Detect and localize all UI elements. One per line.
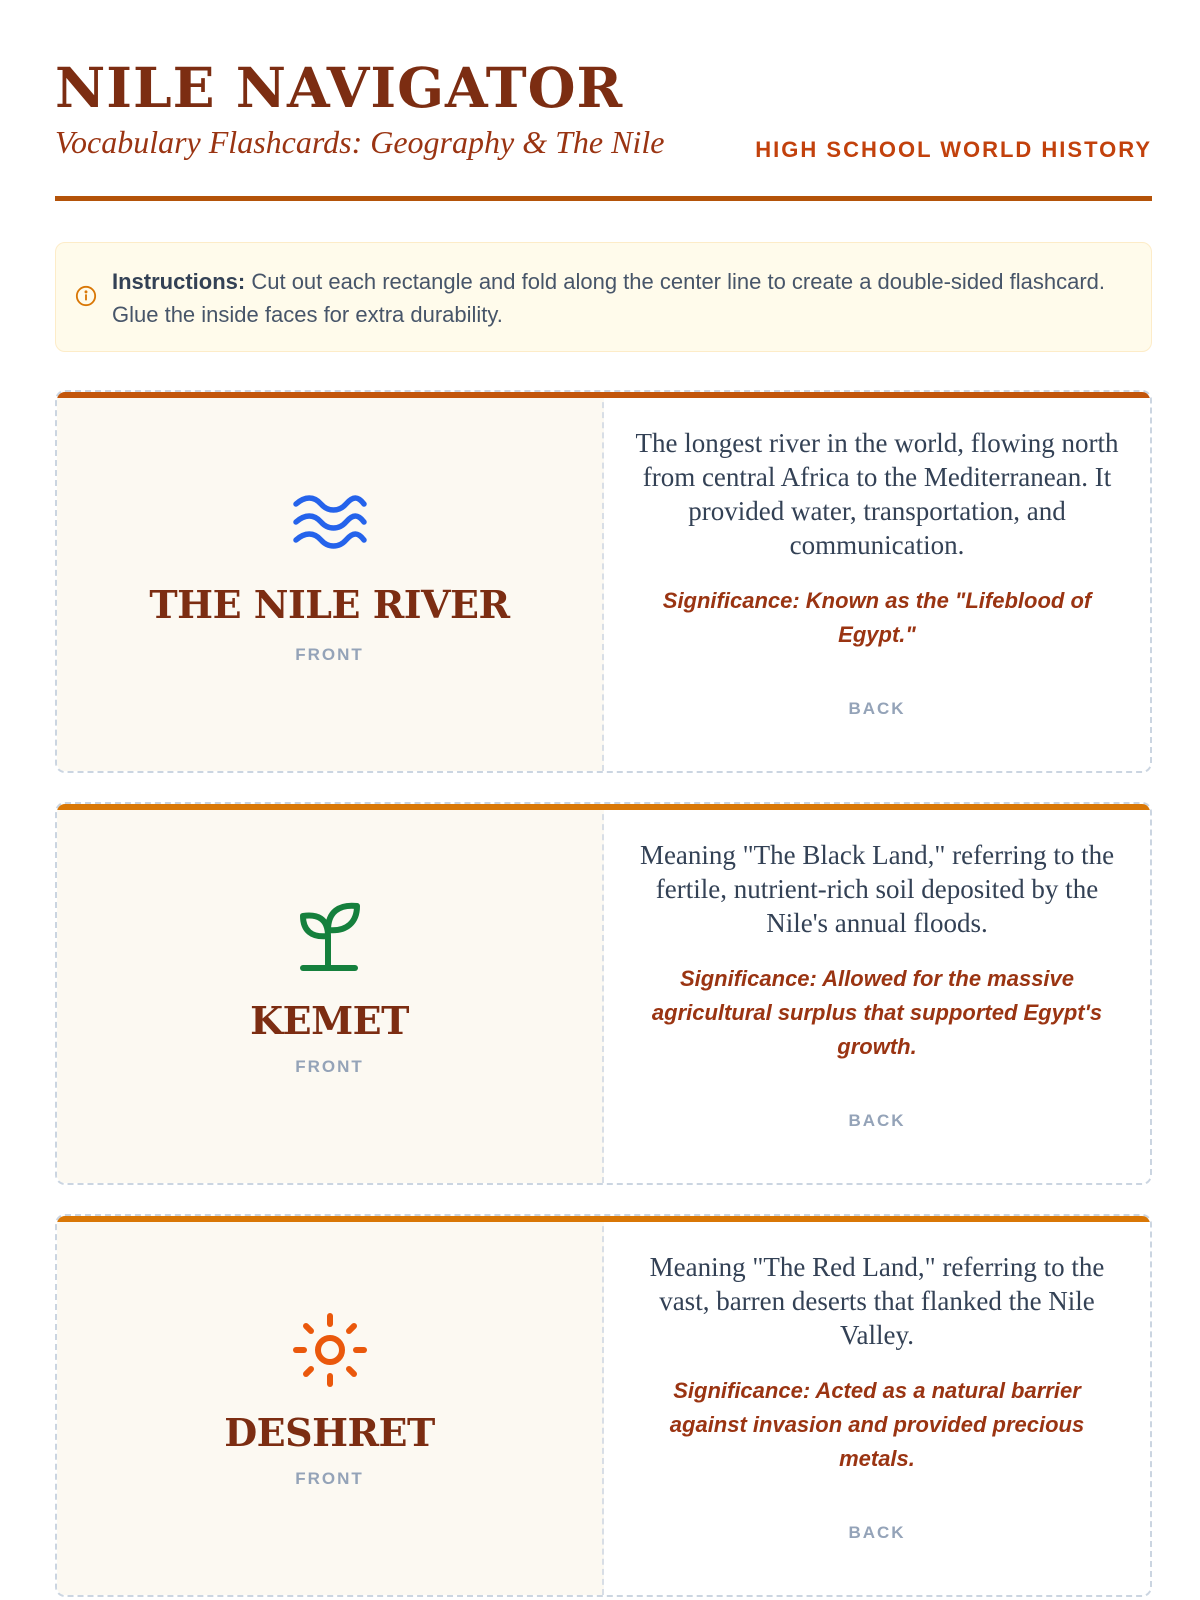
sun-icon	[292, 1312, 368, 1388]
card-back	[604, 1216, 1150, 1595]
info-icon	[75, 285, 97, 307]
card-back	[604, 392, 1150, 771]
front-label: FRONT	[295, 1469, 364, 1488]
course-label: HIGH SCHOOL WORLD HISTORY	[755, 137, 1152, 162]
card-front	[57, 392, 604, 771]
card-definition: The longest river in the world, flowing north from central Africa to the Mediterranean. It provided water, transportation, and communication.	[635, 428, 1119, 560]
front-label: FRONT	[295, 645, 364, 664]
card-definition: Meaning "The Black Land," referring to the fertile, nutrient-rich soil deposited by the Nile's annual floods.	[639, 840, 1115, 938]
card-term: KEMET	[250, 998, 409, 1043]
back-label: BACK	[848, 699, 906, 718]
flashcard	[55, 1214, 1152, 1597]
flashcard-sheet	[55, 0, 1152, 1542]
back-label: BACK	[848, 1111, 906, 1130]
card-significance: Significance: Acted as a natural barrier against invasion and provided precious metals.	[669, 1378, 1085, 1471]
card-front	[57, 804, 604, 1183]
instructions-box	[55, 242, 1152, 352]
card-term: DESHRET	[224, 1410, 435, 1455]
page-title: NILE NAVIGATOR	[55, 55, 624, 120]
card-front	[57, 1216, 604, 1595]
flashcard	[55, 802, 1152, 1185]
back-label: BACK	[848, 1523, 906, 1542]
card-back	[604, 804, 1150, 1183]
sprout-icon	[297, 900, 363, 972]
waves-icon	[292, 494, 368, 550]
card-significance: Significance: Known as the "Lifeblood of Egypt."	[662, 588, 1092, 647]
card-definition: Meaning "The Red Land," referring to the vast, barren deserts that flanked the Nile Valley.	[649, 1252, 1105, 1350]
card-term: THE NILE RIVER	[149, 582, 510, 627]
front-label: FRONT	[295, 1057, 364, 1076]
instructions-label: Instructions:	[112, 269, 246, 294]
page-header	[55, 0, 1152, 201]
instructions-body: Cut out each rectangle and fold along the center line to create a double-sided flashcard. Glue the inside faces for extra durability.	[112, 269, 1106, 327]
card-significance: Significance: Allowed for the massive agricultural surplus that supported Egypt's growth.	[651, 966, 1103, 1059]
instructions-text	[112, 265, 1132, 331]
page-subtitle: Vocabulary Flashcards: Geography & The Nile	[55, 124, 665, 160]
flashcard	[55, 390, 1152, 773]
